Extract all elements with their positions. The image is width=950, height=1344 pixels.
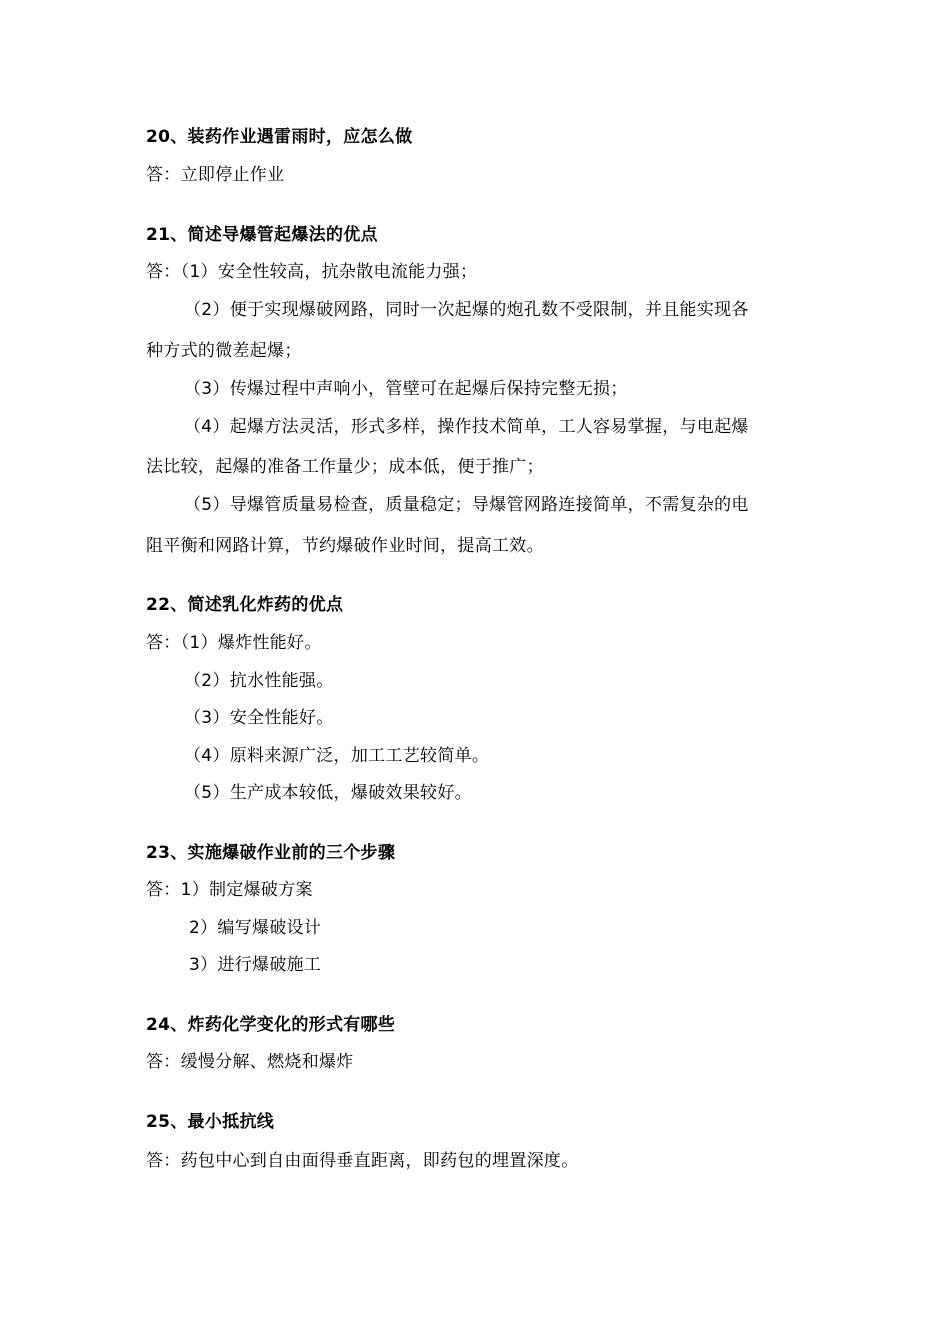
answer-21-line-2: （2）便于实现爆破网路，同时一次起爆的炮孔数不受限制，并且能实现各 (184, 300, 749, 320)
answer-22-line-2: （2）抗水性能强。 (184, 671, 334, 691)
answer-22-line-5: （5）生产成本较低，爆破效果较好。 (184, 783, 472, 803)
answer-23-line-2: 2）编写爆破设计 (189, 918, 322, 938)
question-21: 21、简述导爆管起爆法的优点 (146, 225, 378, 245)
question-24: 24、炸药化学变化的形式有哪些 (146, 1015, 396, 1035)
answer-22-line-1: 答：（1）爆炸性能好。 (146, 633, 322, 653)
question-23: 23、实施爆破作业前的三个步骤 (146, 843, 396, 863)
answer-22-line-4: （4）原料来源广泛，加工工艺较简单。 (184, 746, 490, 766)
answer-23-line-3: 3）进行爆破施工 (189, 955, 322, 975)
answer-21-line-6: 法比较，起爆的准备工作量少；成本低，便于推广； (146, 457, 544, 477)
answer-22-line-3: （3）安全性能好。 (184, 708, 334, 728)
answer-23-line-1: 答：1）制定爆破方案 (146, 880, 313, 900)
answer-21-line-1: 答：（1）安全性较高，抗杂散电流能力强； (146, 262, 478, 282)
answer-24-line-1: 答：缓慢分解、燃烧和爆炸 (146, 1052, 354, 1072)
answer-21-line-4: （3）传爆过程中声响小，管壁可在起爆后保持完整无损； (184, 379, 628, 399)
answer-21-line-8: 阻平衡和网路计算，节约爆破作业时间，提高工效。 (146, 536, 544, 556)
question-20: 20、装药作业遇雷雨时，应怎么做 (146, 127, 413, 147)
question-25: 25、最小抵抗线 (146, 1112, 275, 1132)
question-22: 22、简述乳化炸药的优点 (146, 595, 344, 615)
answer-20-line-1: 答：立即停止作业 (146, 165, 285, 185)
answer-21-line-5: （4）起爆方法灵活，形式多样，操作技术简单，工人容易掌握，与电起爆 (184, 417, 749, 437)
answer-25-line-1: 答：药包中心到自由面得垂直距离，即药包的埋置深度。 (146, 1151, 579, 1171)
answer-21-line-3: 种方式的微差起爆； (146, 341, 302, 361)
answer-21-line-7: （5）导爆管质量易检查，质量稳定；导爆管网路连接简单，不需复杂的电 (184, 495, 749, 515)
